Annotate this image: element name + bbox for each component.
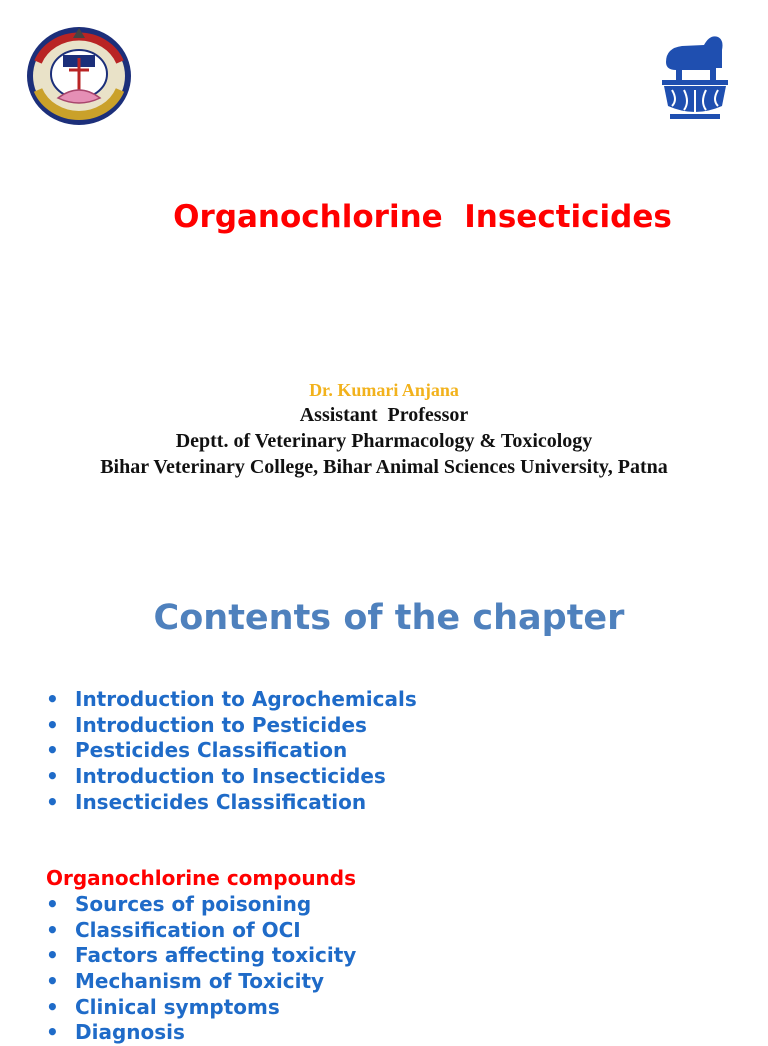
author-department: Deptt. of Veterinary Pharmacology & Toxicology (175, 430, 593, 452)
college-seal-logo (24, 24, 134, 128)
list-item: • Introduction to Agrochemicals (46, 687, 417, 711)
bullet-icon: • (46, 943, 59, 968)
list-item: • Mechanism of Toxicity (46, 969, 325, 994)
list-item: • Introduction to Pesticides (46, 712, 367, 737)
list-item: • Insecticides Classification (46, 789, 367, 814)
university-emblem-logo (652, 28, 738, 128)
bullet-icon: • (46, 764, 59, 789)
bullet-icon: • (46, 892, 59, 916)
organochlorine-subheading: Organochlorine compounds (46, 866, 357, 890)
list-item: • Classification of OCI (46, 917, 301, 942)
bullet-icon: • (46, 917, 59, 942)
list-item: • Factors affecting toxicity (46, 943, 357, 968)
contents-heading: Contents of the chapter (153, 598, 625, 638)
author-position: Assistant Professor (299, 404, 469, 426)
bullet-icon: • (46, 994, 59, 1019)
bullet-icon: • (46, 1020, 59, 1045)
bullet-icon: • (46, 687, 59, 711)
list-item: • Sources of poisoning (46, 892, 312, 916)
author-institution: Bihar Veterinary College, Bihar Animal Sciences University, Patna (100, 456, 668, 478)
oc-topics-list (46, 892, 356, 1046)
slide-title: Organochlorine Insecticides (173, 199, 672, 235)
bullet-icon: • (46, 738, 59, 763)
list-item: • Pesticides Classification (46, 738, 348, 763)
list-item: • Clinical symptoms (46, 994, 280, 1019)
bullet-icon: • (46, 712, 59, 737)
author-name: Dr. Kumari Anjana (309, 380, 459, 400)
bullet-icon: • (46, 789, 59, 814)
bullet-icon: • (46, 969, 59, 994)
list-item: • Diagnosis (46, 1020, 185, 1045)
contents-list (46, 687, 417, 815)
list-item: • Introduction to Insecticides (46, 764, 386, 789)
